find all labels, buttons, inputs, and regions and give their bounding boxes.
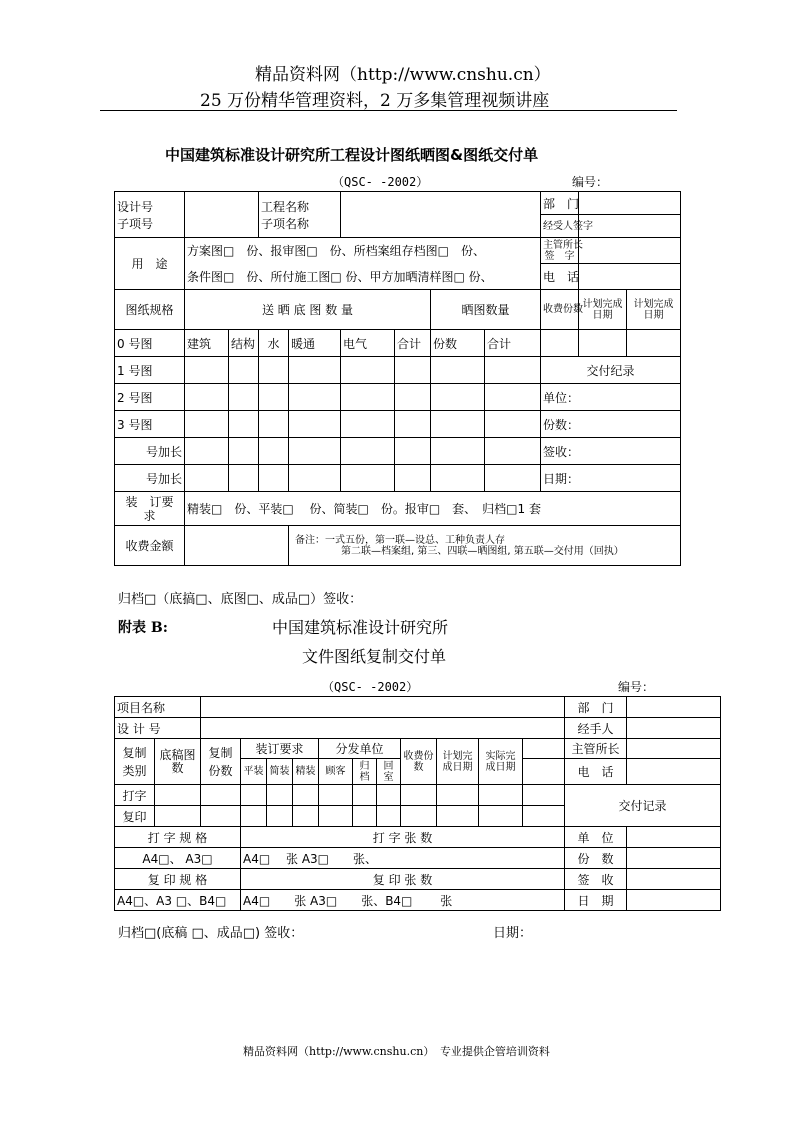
binding-label: 装 订要 求 xyxy=(115,492,185,526)
dept-value[interactable] xyxy=(627,697,721,718)
size-row-label: 1 号图 xyxy=(115,357,185,384)
print-count-label: 晒图数量 xyxy=(431,290,541,330)
dist-col: 归档 xyxy=(353,759,377,785)
col-header: 暖通 xyxy=(289,330,341,357)
fee-amount-label: 收费金额 xyxy=(115,526,185,566)
copy-spec-label: 复 印 规 格 xyxy=(115,869,241,890)
col-header: 电气 xyxy=(341,330,395,357)
phone-value[interactable] xyxy=(579,264,681,290)
note-line1: 备注：一式五份，第一联—设总、工种负责人存 xyxy=(295,534,505,546)
table-cell[interactable] xyxy=(485,465,541,492)
col-header: 结构 xyxy=(229,330,259,357)
design-no-cell xyxy=(115,192,185,238)
note-cell xyxy=(289,526,681,566)
usage-line2: 条件图□ 份、所付施工图□ 份、甲方加晒清样图□ 份、 xyxy=(185,264,541,290)
form-a-number-label: 编号： xyxy=(572,175,609,189)
binding-line: 精装□ 份、平装□ 份、简装□ 份。报审□ 套、 归档□1 套 xyxy=(185,492,681,526)
plan-done-label-2: 计划完成日期 xyxy=(627,290,681,330)
table-cell[interactable] xyxy=(259,357,289,384)
table-cell[interactable] xyxy=(341,357,395,384)
fee-copies-value[interactable] xyxy=(541,330,579,357)
table-cell[interactable] xyxy=(293,785,319,806)
fee-copies-label: 收费份数 xyxy=(401,739,437,785)
size-row-label: 号加长 xyxy=(115,465,185,492)
table-cell[interactable] xyxy=(485,357,541,384)
handler-label: 经手人 xyxy=(565,718,627,739)
actual-date-label: 实际完成日期 xyxy=(479,739,523,785)
table-cell[interactable] xyxy=(431,384,485,411)
usage-label: 用 途 xyxy=(115,238,185,290)
table-cell[interactable] xyxy=(185,438,229,465)
receipt-field[interactable]: 签收： xyxy=(541,438,681,465)
design-no-value[interactable] xyxy=(201,718,565,739)
col-header: 合计 xyxy=(485,330,541,357)
typing-spec-label: 打 字 规 格 xyxy=(115,827,241,848)
send-count-label: 送 晒 底 图 数 量 xyxy=(185,290,431,330)
sub-no-label: 子项号 xyxy=(117,216,154,231)
table-cell[interactable] xyxy=(431,411,485,438)
director-label: 主管所长 xyxy=(543,239,584,251)
table-cell[interactable] xyxy=(155,806,201,827)
copy-sheets-label: 复 印 张 数 xyxy=(241,869,565,890)
table-cell[interactable] xyxy=(377,785,401,806)
form-b-archive-date: 日期： xyxy=(493,926,533,941)
dist-unit-label: 分发单位 xyxy=(319,739,401,759)
table-cell[interactable] xyxy=(155,785,201,806)
table-cell[interactable] xyxy=(185,465,229,492)
table-cell[interactable] xyxy=(485,438,541,465)
phone-label: 电 话 xyxy=(565,759,627,785)
form-a-archive-line: 归档□（底搞□、底图□、成品□）签收： xyxy=(118,592,363,607)
size-row-label: 号加长 xyxy=(115,438,185,465)
receipt-label: 签 收 xyxy=(565,869,627,890)
handler-value[interactable] xyxy=(627,718,721,739)
form-b-title1: 中国建筑标准设计研究所 xyxy=(272,618,449,637)
table-cell[interactable] xyxy=(259,465,289,492)
col-header: 份数 xyxy=(431,330,485,357)
binding-req-label: 装订要求 xyxy=(241,739,319,759)
form-b-title2: 文件图纸复制交付单 xyxy=(302,647,447,666)
unit-field[interactable]: 单位： xyxy=(541,384,681,411)
table-cell[interactable] xyxy=(437,785,479,806)
binding-col: 平装 xyxy=(241,759,267,785)
dept-label: 部 门 xyxy=(565,697,627,718)
copies-value[interactable] xyxy=(627,848,721,869)
form-a-table xyxy=(114,191,681,566)
design-no-label: 设计号 xyxy=(117,199,154,214)
form-b-archive-line: 归档□(底稿 □、成品□) 签收： xyxy=(118,926,304,941)
fee-amount-value[interactable] xyxy=(185,526,289,566)
project-name-cell xyxy=(259,192,341,238)
header-rule xyxy=(100,110,677,111)
form-b-number-label: 编号： xyxy=(618,680,655,694)
project-name-label: 项目名称 xyxy=(115,697,201,718)
table-cell[interactable] xyxy=(431,438,485,465)
table-cell[interactable] xyxy=(289,357,341,384)
form-b-table xyxy=(114,696,721,911)
handler-sign-label: 经受人签字 xyxy=(541,215,579,238)
size-row-label: 0 号图 xyxy=(115,330,185,357)
blank-cell xyxy=(523,759,565,785)
table-cell[interactable] xyxy=(431,465,485,492)
delivery-record-label: 交付记录 xyxy=(565,785,721,827)
table-cell[interactable] xyxy=(523,806,565,827)
binding-col: 简装 xyxy=(267,759,293,785)
table-cell[interactable] xyxy=(479,806,523,827)
table-cell[interactable] xyxy=(319,806,353,827)
phone-label: 电 话 xyxy=(541,264,579,290)
table-cell[interactable] xyxy=(289,438,341,465)
phone-value[interactable] xyxy=(627,759,721,785)
table-cell[interactable] xyxy=(267,785,293,806)
sub-name-label: 子项名称 xyxy=(261,216,310,231)
table-cell[interactable] xyxy=(229,465,259,492)
size-row-label: 2 号图 xyxy=(115,384,185,411)
base-count-label: 底稿图数 xyxy=(155,739,201,785)
table-cell[interactable] xyxy=(341,411,395,438)
date-value[interactable] xyxy=(627,890,721,911)
design-no-value[interactable] xyxy=(185,192,259,238)
dist-col: 回室 xyxy=(377,759,401,785)
binding-col: 精装 xyxy=(293,759,319,785)
plan-done-value-2[interactable] xyxy=(627,330,681,357)
copy-type-label: 复制类别 xyxy=(115,739,155,785)
note-line2: 第二联—档案组, 第三、四联—晒图组, 第五联—交付用（回执） xyxy=(341,545,624,557)
usage-line1: 方案图□ 份、报审图□ 份、所档案组存档图□ 份、 xyxy=(185,238,541,264)
table-cell[interactable] xyxy=(185,384,229,411)
col-header: 建筑 xyxy=(185,330,229,357)
col-header: 合计 xyxy=(395,330,431,357)
form-a-title: 中国建筑标准设计研究所工程设计图纸晒图&图纸交付单 xyxy=(165,146,539,164)
table-cell[interactable] xyxy=(395,357,431,384)
table-cell[interactable] xyxy=(353,806,377,827)
table-cell[interactable] xyxy=(523,785,565,806)
copies-field[interactable]: 份数： xyxy=(541,411,681,438)
table-cell[interactable] xyxy=(401,806,437,827)
table-cell[interactable] xyxy=(485,384,541,411)
director-value[interactable] xyxy=(627,739,721,759)
table-cell[interactable] xyxy=(229,411,259,438)
project-name-value[interactable] xyxy=(201,697,565,718)
copies-label: 份 数 xyxy=(565,848,627,869)
table-cell[interactable] xyxy=(201,806,241,827)
size-row-label: 3 号图 xyxy=(115,411,185,438)
col-header: 水 xyxy=(259,330,289,357)
table-cell[interactable] xyxy=(353,785,377,806)
form-b-code: （QSC- -2002） xyxy=(322,680,419,694)
table-cell[interactable] xyxy=(377,806,401,827)
table-cell[interactable] xyxy=(289,411,341,438)
table-cell[interactable] xyxy=(229,384,259,411)
drawing-spec-label: 图纸规格 xyxy=(115,290,185,330)
sign-label: 签 字 xyxy=(544,250,575,262)
unit-label: 单 位 xyxy=(565,827,627,848)
table-cell[interactable] xyxy=(395,438,431,465)
table-cell[interactable] xyxy=(185,411,229,438)
plan-done-value[interactable] xyxy=(579,330,627,357)
dept-label: 部 门 xyxy=(541,192,579,215)
table-cell[interactable] xyxy=(229,438,259,465)
table-cell[interactable] xyxy=(267,806,293,827)
table-cell[interactable] xyxy=(341,465,395,492)
table-cell[interactable] xyxy=(201,785,241,806)
table-cell[interactable] xyxy=(289,465,341,492)
table-cell[interactable] xyxy=(241,785,267,806)
director-label: 主管所长 xyxy=(565,739,627,759)
footer: 精品资料网（http://www.cnshu.cn） 专业提供企管培训资料 xyxy=(243,1045,550,1058)
director-value[interactable] xyxy=(579,238,681,264)
table-cell[interactable] xyxy=(341,384,395,411)
form-a-code: （QSC- -2002） xyxy=(332,175,429,189)
design-no-label: 设 计 号 xyxy=(115,718,201,739)
dept-value[interactable] xyxy=(579,192,681,215)
copy-spec-value: A4□、A3 □、B4□ xyxy=(115,890,241,911)
typing-sheets-label: 打 字 张 数 xyxy=(241,827,565,848)
copy-copies-label: 复制份数 xyxy=(201,739,241,785)
header-line2: 25 万份精华管理资料，2 万多集管理视频讲座 xyxy=(200,91,550,111)
copy-sheets-value: A4□ 张 A3□ 张、B4□ 张 xyxy=(241,890,565,911)
copying-label: 复印 xyxy=(115,806,155,827)
date-label: 日 期 xyxy=(565,890,627,911)
plan-date-label: 计划完成日期 xyxy=(437,739,479,785)
dist-col: 顾客 xyxy=(319,759,353,785)
unit-value[interactable] xyxy=(627,827,721,848)
table-cell[interactable] xyxy=(241,806,267,827)
date-field[interactable]: 日期： xyxy=(541,465,681,492)
header-line1: 精品资料网（http://www.cnshu.cn） xyxy=(255,65,551,85)
table-cell[interactable] xyxy=(259,384,289,411)
table-cell[interactable] xyxy=(185,357,229,384)
appendix-label: 附表 B: xyxy=(118,620,168,636)
table-cell[interactable] xyxy=(437,806,479,827)
table-cell[interactable] xyxy=(479,785,523,806)
receipt-value[interactable] xyxy=(627,869,721,890)
table-cell[interactable] xyxy=(259,438,289,465)
project-name-value[interactable] xyxy=(341,192,541,238)
table-cell[interactable] xyxy=(485,411,541,438)
table-cell[interactable] xyxy=(293,806,319,827)
fee-copies-label: 收费份数 xyxy=(541,290,579,330)
typing-sheets-value: A4□ 张 A3□ 张、 xyxy=(241,848,565,869)
director-sign-cell xyxy=(541,238,584,264)
table-cell[interactable] xyxy=(401,785,437,806)
table-cell[interactable] xyxy=(289,384,341,411)
table-cell[interactable] xyxy=(395,465,431,492)
table-cell[interactable] xyxy=(319,785,353,806)
plan-done-label: 计划完成日期 xyxy=(579,290,627,330)
table-cell[interactable] xyxy=(395,411,431,438)
table-cell[interactable] xyxy=(259,411,289,438)
project-name-label: 工程名称 xyxy=(261,199,310,214)
handler-sign-value[interactable] xyxy=(579,215,681,238)
table-cell[interactable] xyxy=(395,384,431,411)
table-cell[interactable] xyxy=(229,357,259,384)
typing-label: 打字 xyxy=(115,785,155,806)
table-cell[interactable] xyxy=(341,438,395,465)
delivery-record-label: 交付纪录 xyxy=(541,357,681,384)
table-cell[interactable] xyxy=(431,357,485,384)
blank-cell xyxy=(523,739,565,759)
typing-spec-value: A4□、 A3□ xyxy=(115,848,241,869)
